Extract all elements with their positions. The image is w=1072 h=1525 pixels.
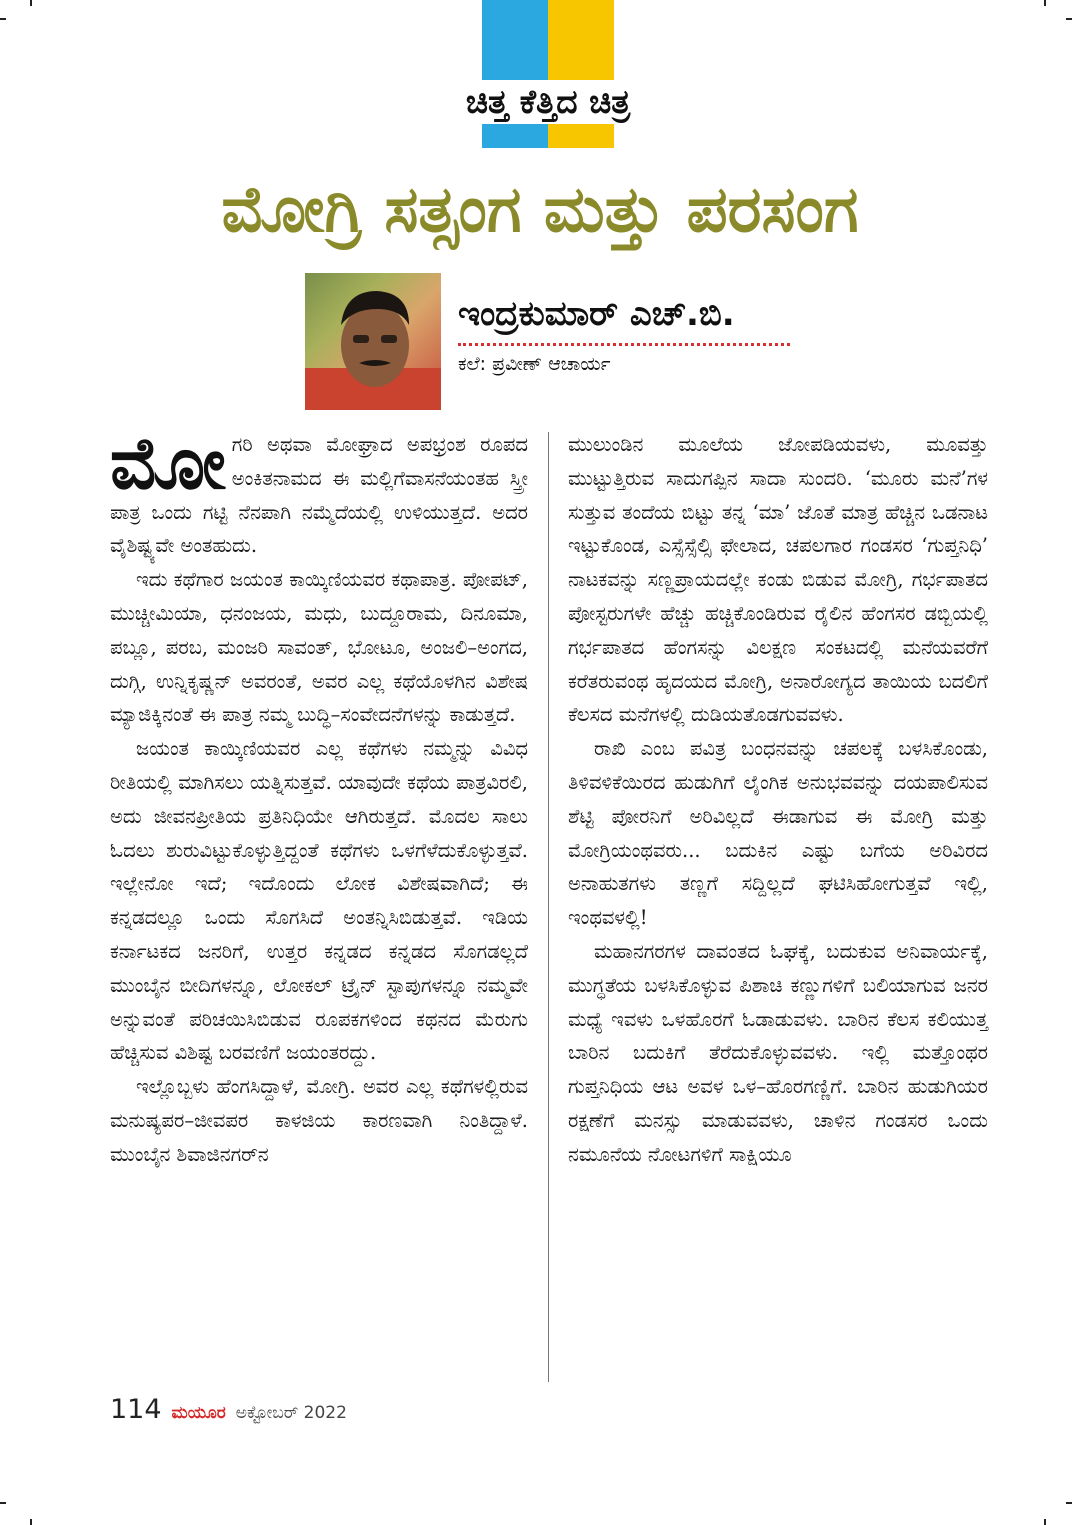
magazine-name: ಮಯೂರ bbox=[171, 1403, 226, 1423]
column-divider bbox=[548, 432, 549, 1382]
page-footer bbox=[110, 1394, 347, 1430]
paragraph-text: ಗರಿ ಅಥವಾ ಮೋಘ್ರಾದ ಅಪಭ್ರಂಶ ರೂಪದ ಅಂಕಿತನಾಮದ ಈ ಮಲ್ಲಿಗೆವಾಸನೆಯಂತಹ ಸ್ತ್ರೀ ಪಾತ್ರ ಒಂದು ಗಟ್ಟಿ ನೆನಪಾಗಿ ನಮ್ಮೆದೆಯಲ್ಲಿ ಉಳಿಯುತ್ತದೆ. ಅದರ ವೈಶಿಷ್ಟ್ಯವೇ ಅಂತಹುದು. bbox=[110, 433, 528, 558]
author-name: ಇಂದ್ರಕುಮಾರ್ ಎಚ್.ಬಿ. bbox=[458, 294, 735, 334]
article-paragraph: ಜಯಂತ ಕಾಯ್ಕಿಣಿಯವರ ಎಲ್ಲ ಕಥೆಗಳು ನಮ್ಮನ್ನು ವಿವಿಧ ರೀತಿಯಲ್ಲಿ ಮಾಗಿಸಲು ಯತ್ನಿಸುತ್ತವೆ. ಯಾವುದೇ ಕಥೆಯ ಪಾತ್ರವಿರಲಿ, ಅದು ಜೀವನಪ್ರೀತಿಯ ಪ್ರತಿನಿಧಿಯೇ ಆಗಿರುತ್ತದೆ. ಮೊದಲ ಸಾಲು ಓದಲು ಶುರುವಿಟ್ಟುಕೊಳ್ಳುತ್ತಿದ್ದಂತೆ ಕಥೆಗಳು ಒಳಗೆಳೆದುಕೊಳ್ಳುತ್ತವೆ. ಇಲ್ಲೇನೋ ಇದೆ; ಇದೊಂದು ಲೋಕ ವಿಶೇಷವಾಗಿದೆ; ಈ ಕನ್ನಡದಲ್ಲೂ ಒಂದು ಸೊಗಸಿದೆ ಅಂತನ್ನಿಸಿಬಿಡುತ್ತವೆ. ಇಡಿಯ ಕರ್ನಾಟಕದ ಜನರಿಗೆ, ಉತ್ತರ ಕನ್ನಡದ ಕನ್ನಡದ ಸೊಗಡಲ್ಲದೆ ಮುಂಬೈನ ಬೀದಿಗಳನ್ನೂ, ಲೋಕಲ್ ಟ್ರೈನ್ ಸ್ಟಾಪುಗಳನ್ನೂ ನಮ್ಮವೇ ಅನ್ನುವಂತೆ ಪರಿಚಯಿಸಿಬಿಡುವ ರೂಪಕಗಳಿಂದ ಕಥನದ ಮೆರುಗು ಹೆಚ್ಚಿಸುವ ವಿಶಿಷ್ಟ ಬರವಣಿಗೆ ಜಯಂತರದ್ದು. bbox=[110, 737, 528, 1065]
art-credit: ಕಲೆ: ಪ್ರವೀಣ್ ಆಚಾರ್ಯ bbox=[458, 353, 611, 375]
article-paragraph: ಮುಲುಂಡಿನ ಮೂಲೆಯ ಜೋಪಡಿಯವಳು, ಮೂವತ್ತು ಮುಟ್ಟುತ್ತಿರುವ ಸಾದುಗಪ್ಪಿನ ಸಾದಾ ಸುಂದರಿ. ‘ಮೂರು ಮನೆ’ಗಳ ಸುತ್ತುವ ತಂದೆಯ ಬಿಟ್ಟು ತನ್ನ ‘ಮಾ’ ಜೊತೆ ಮಾತ್ರ ಹೆಚ್ಚಿನ ಒಡನಾಟ ಇಟ್ಟುಕೊಂಡ, ಎಸ್ಸೆಸ್ಸೆಲ್ಸಿ ಫೇಲಾದ, ಚಪಲಗಾರ ಗಂಡಸರ ‘ಗುಪ್ತನಿಧಿ’ ನಾಟಕವನ್ನು ಸಣ್ಣಪ್ರಾಯದಲ್ಲೇ ಕಂಡು ಬಿಡುವ ಮೋಗ್ರಿ, ಗರ್ಭಪಾತದ ಪೋಸ್ಟರುಗಳೇ ಹೆಚ್ಚು ಹಚ್ಚಿಕೊಂಡಿರುವ ರೈಲಿನ ಹೆಂಗಸರ ಡಬ್ಬಿಯಲ್ಲಿ ಗರ್ಭಪಾತದ ಹೆಂಗಸನ್ನು ವಿಲಕ್ಷಣ ಸಂಕಟದಲ್ಲಿ ಮನೆಯವರೆಗೆ ಕರೆತರುವಂಥ ಹೃದಯದ ಮೋಗ್ರಿ, ಅನಾರೋಗ್ಯದ ತಾಯಿಯ ಬದಲಿಗೆ ಕೆಲಸದ ಮನೆಗಳಲ್ಲಿ ದುಡಿಯತೊಡಗುವವಳು. bbox=[568, 433, 988, 727]
crop-mark-top-right bbox=[1066, 18, 1072, 20]
column-name: ಚಿತ್ತ ಕೆತ್ತಿದ ಚಿತ್ರ bbox=[465, 82, 631, 121]
article-paragraph bbox=[110, 420, 528, 563]
logo-yellow-bar bbox=[548, 0, 614, 148]
author-photo bbox=[305, 273, 441, 410]
drop-cap: ಮೋ bbox=[110, 420, 226, 505]
crop-mark-bottom-left-v bbox=[30, 1519, 32, 1525]
page-number: 114 bbox=[110, 1394, 162, 1425]
article-title: ಮೋಗ್ರಿ ಸತ್ಸಂಗ ಮತ್ತು ಪರಸಂಗ bbox=[221, 173, 859, 247]
logo-blue-bar bbox=[482, 0, 548, 148]
author-portrait-icon bbox=[305, 273, 441, 410]
author-divider bbox=[458, 343, 790, 346]
crop-mark-bottom-right-v bbox=[1044, 1519, 1046, 1525]
issue-date: ಅಕ್ಟೋಬರ್ 2022 bbox=[235, 1403, 347, 1423]
article-paragraph: ಇಲ್ಲೊಬ್ಬಳು ಹೆಂಗಸಿದ್ದಾಳೆ, ಮೋಗ್ರಿ. ಅವರ ಎಲ್ಲ ಕಥೆಗಳಲ್ಲಿರುವ ಮನುಷ್ಯಪರ–ಜೀವಪರ ಕಾಳಜಿಯ ಕಾರಣವಾಗಿ ನಿಂತಿದ್ದಾಳೆ. ಮುಂಬೈನ ಶಿವಾಜಿನಗರ್‌ನ bbox=[110, 1075, 528, 1166]
column-logo-block bbox=[482, 0, 614, 148]
article-paragraph: ಮಹಾನಗರಗಳ ದಾವಂತದ ಓಘಕ್ಕೆ, ಬದುಕುವ ಅನಿವಾರ್ಯಕ್ಕೆ, ಮುಗ್ಧತೆಯ ಬಳಸಿಕೊಳ್ಳುವ ಪಿಶಾಚಿ ಕಣ್ಣುಗಳಿಗೆ ಬಲಿಯಾಗುವ ಜನರ ಮಧ್ಯೆ ಇವಳು ಒಳಹೊರಗೆ ಓಡಾಡುವಳು. ಬಾರಿನ ಕೆಲಸ ಕಲಿಯುತ್ತ ಬಾರಿನ ಬದುಕಿಗೆ ತೆರೆದುಕೊಳ್ಳುವವಳು. ಇಲ್ಲಿ ಮತ್ತೊಂಥರ ಗುಪ್ತನಿಧಿಯ ಆಟ ಅವಳ ಒಳ–ಹೊರಗಣ್ಣಿಗೆ. ಬಾರಿನ ಹುಡುಗಿಯರ ರಕ್ಷಣೆಗೆ ಮನಸ್ಸು ಮಾಡುವವಳು, ಚಾಳಿನ ಗಂಡಸರ ಒಂದು ನಮೂನೆಯ ನೋಟಗಳಿಗೆ ಸಾಕ್ಷಿಯೂ bbox=[568, 939, 988, 1166]
crop-mark-top-right-v bbox=[1044, 0, 1046, 6]
article-paragraph: ಇದು ಕಥೆಗಾರ ಜಯಂತ ಕಾಯ್ಕಿಣಿಯವರ ಕಥಾಪಾತ್ರ. ಪೋಪಟ್, ಮುಚ್ಚೀಮಿಯಾ, ಧನಂಜಯ, ಮಧು, ಬುದ್ದೂರಾಮ, ದಿನೂಮಾ, ಪಬ್ಲೂ, ಪರಬ, ಮಂಜರಿ ಸಾವಂತ್, ಭೋಟೂ, ಅಂಜಲಿ–ಅಂಗದ, ದುಗ್ಗಿ, ಉನ್ನಿಕೃಷ್ಣನ್ ಅವರಂತೆ, ಅವರ ಎಲ್ಲ ಕಥೆಯೊಳಗಿನ ವಿಶೇಷ ಮ್ಯಾಜಿಕ್ಕಿನಂತೆ ಈ ಪಾತ್ರ ನಮ್ಮ ಬುದ್ಧಿ–ಸಂವೇದನೆಗಳನ್ನು ಕಾಡುತ್ತದೆ. bbox=[110, 568, 528, 727]
crop-mark-top-left-v bbox=[30, 0, 32, 6]
article-paragraph: ರಾಖಿ ಎಂಬ ಪವಿತ್ರ ಬಂಧನವನ್ನು ಚಪಲಕ್ಕೆ ಬಳಸಿಕೊಂಡು, ತಿಳಿವಳಿಕೆಯಿರದ ಹುಡುಗಿಗೆ ಲೈಂಗಿಕ ಅನುಭವವನ್ನು ದಯಪಾಲಿಸುವ ಶೆಟ್ಟಿ ಪೋರನಿಗೆ ಅರಿವಿಲ್ಲದೆ ಈಡಾಗುವ ಈ ಮೋಗ್ರಿ ಮತ್ತು ಮೋಗ್ರಿಯಂಥವರು... ಬದುಕಿನ ಎಷ್ಟು ಬಗೆಯ ಅರಿವಿರದ ಅನಾಹುತಗಳು ತಣ್ಣಗೆ ಸದ್ದಿಲ್ಲದೆ ಘಟಿಸಿಹೋಗುತ್ತವೆ ಇಲ್ಲಿ, ಇಂಥವಳಲ್ಲಿ! bbox=[568, 737, 988, 930]
article-column-right bbox=[568, 428, 988, 1172]
crop-mark-top-left bbox=[0, 18, 6, 20]
crop-mark-bottom-left bbox=[0, 1502, 6, 1504]
article-column-left bbox=[110, 420, 528, 1172]
crop-mark-bottom-right bbox=[1066, 1502, 1072, 1504]
